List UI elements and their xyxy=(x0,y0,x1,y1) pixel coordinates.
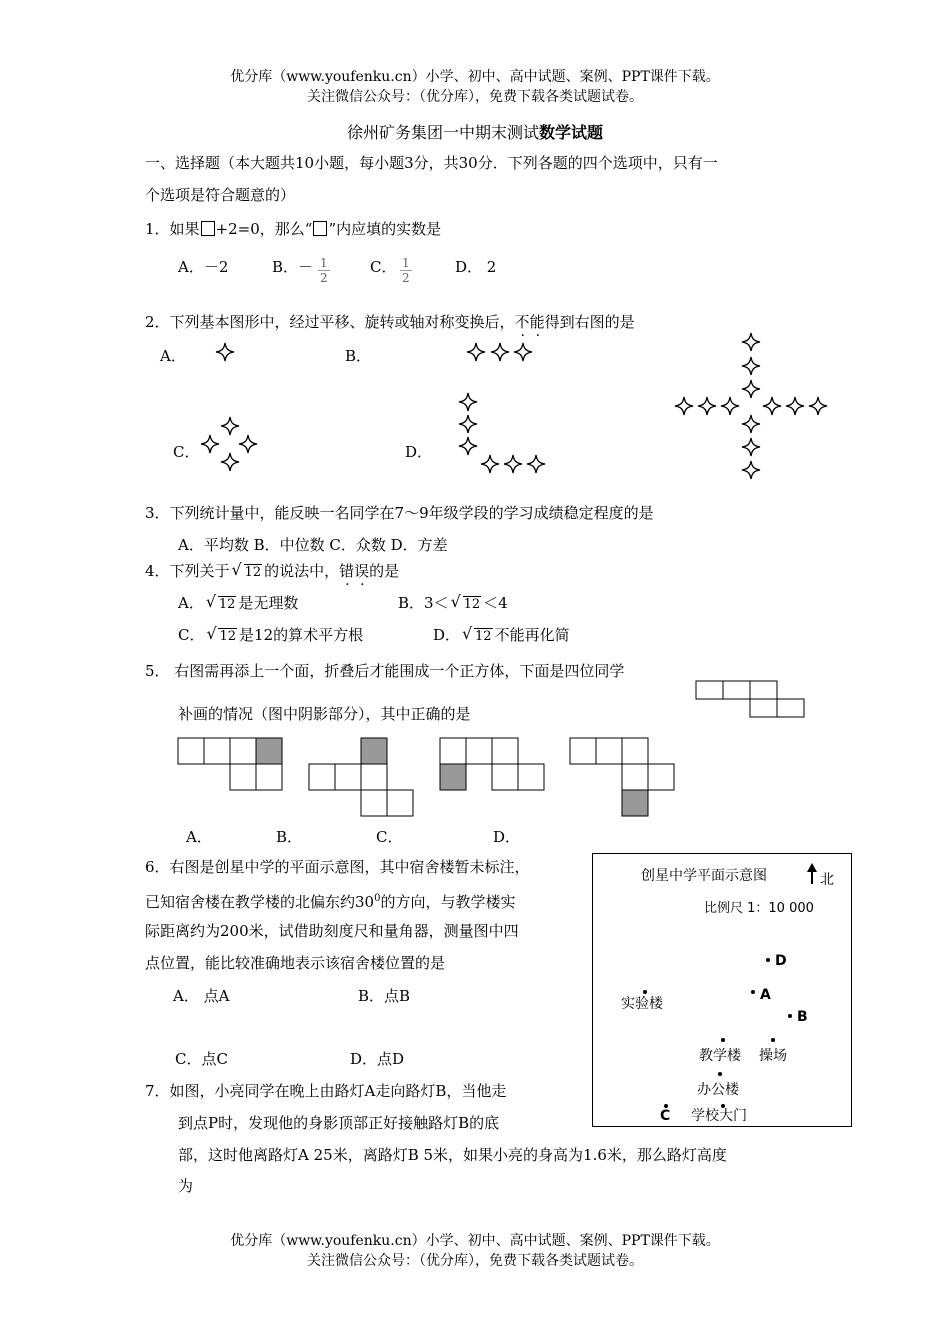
question-6-line-1: 6．右图是创星中学的平面示意图，其中宿舍楼暂未标注， xyxy=(145,858,530,876)
section-instruction-2: 个选项是符合题意的） xyxy=(145,186,296,204)
question-5-option-b: B． xyxy=(276,828,303,846)
question-4-stem: 4．下列关于√ 12 的说法中，错误的是 xyxy=(145,560,399,584)
map-title: 创星中学平面示意图 xyxy=(641,868,767,884)
header-line-1: 优分库（www.youfenku.cn）小学、初中、高中试题、案例、PPT课件下载。 xyxy=(230,69,720,85)
question-6-option-d: D．点D xyxy=(350,1050,405,1068)
question-2-option-d: D． xyxy=(405,443,433,461)
question-5-option-c: C． xyxy=(376,828,403,846)
question-1-option-d: D． 2 xyxy=(455,258,497,276)
option-a-net xyxy=(178,738,282,790)
footer-line-2: 关注微信公众号：（优分库），免费下载各类试题试卷。 xyxy=(307,1253,643,1269)
map-scale: 比例尺 1：10 000 xyxy=(704,901,814,916)
teaching-building: 教学楼 xyxy=(699,1048,741,1064)
point-d: D xyxy=(775,953,787,969)
option-d-net xyxy=(570,738,674,816)
north-arrow-icon xyxy=(807,863,817,884)
question-7-line-2: 到点P时，发现他的身影顶部正好接触路灯B的底 xyxy=(178,1114,500,1132)
question-7-line-4: 为 xyxy=(178,1177,194,1195)
north-label: 北 xyxy=(820,872,834,888)
question-3-stem: 3．下列统计量中，能反映一名同学在7～9年级学段的学习成绩稳定程度的是 xyxy=(145,504,654,522)
point-b: B xyxy=(797,1009,808,1025)
question-2-stem: 2．下列基本图形中，经过平移、旋转或轴对称变换后，不能得到右图的是 xyxy=(145,313,635,331)
lab-building: 实验楼 xyxy=(621,996,663,1012)
school-gate: 学校大门 xyxy=(691,1108,747,1124)
fraction-half: $\frac{1}{2}$ xyxy=(402,256,410,285)
question-6-line-3: 际距离约为200米，试借助刻度尺和量角器，测量图中四 xyxy=(145,922,519,940)
question-6-option-b: B．点B xyxy=(358,987,411,1005)
fraction-half: $\frac{1}{2}$ xyxy=(320,256,328,285)
option-c-net xyxy=(440,738,544,790)
question-2-option-b: B． xyxy=(345,347,372,365)
reference-net xyxy=(696,681,804,717)
office-building: 办公楼 xyxy=(697,1082,739,1098)
question-1-stem: 1．如果 +2=0，那么“ ”内应填的实数是 xyxy=(145,220,442,238)
playground: 操场 xyxy=(759,1048,787,1064)
question-6-line-4: 点位置，能比较准确地表示该宿舍楼位置的是 xyxy=(145,954,446,972)
question-4-option-a: A．√ 12 是无理数 xyxy=(178,592,298,616)
header-line-2: 关注微信公众号：（优分库），免费下载各类试题试卷。 xyxy=(307,89,643,105)
question-5-line-2: 补画的情况（图中阴影部分），其中正确的是 xyxy=(178,705,471,723)
question-5-line-1: 5． 右图需再添上一个面，折叠后才能围成一个正方体，下面是四位同学 xyxy=(145,662,625,680)
section-instruction-1: 一、选择题（本大题共10小题，每小题3分，共30分．下列各题的四个选项中，只有一 xyxy=(145,154,718,172)
point-c: C xyxy=(660,1108,671,1124)
question-7-line-3: 部，这时他离路灯A 25米，离路灯B 5米，如果小亮的身高为1.6米，那么路灯高度 xyxy=(178,1146,727,1164)
option-b-net xyxy=(309,738,413,816)
point-a: A xyxy=(760,987,771,1003)
question-2-option-a: A． xyxy=(160,347,186,365)
question-2-option-c: C． xyxy=(173,443,200,461)
question-1-option-c: C． xyxy=(370,258,397,276)
question-4-option-b: B．3＜√ 12 ＜4 xyxy=(398,592,508,616)
question-3-options: A．平均数 B．中位数 C．众数 D．方差 xyxy=(178,536,448,554)
question-6-option-c: C．点C xyxy=(175,1050,228,1068)
question-1-option-b: B．－ xyxy=(272,258,314,276)
question-6-line-2: 已知宿舍楼在教学楼的北偏东约$30^0$的方向，与教学楼实 xyxy=(145,893,516,911)
question-7-line-1: 7．如图，小亮同学在晚上由路灯A走向路灯B，当他走 xyxy=(145,1082,507,1100)
question-5-option-d: D． xyxy=(493,828,521,846)
question-4-option-d: D．√ 12 不能再化简 xyxy=(433,624,570,648)
footer-line-1: 优分库（www.youfenku.cn）小学、初中、高中试题、案例、PPT课件下载。 xyxy=(230,1233,720,1249)
question-1-option-a: A．－2 xyxy=(178,258,229,276)
question-4-option-c: C．√ 12 是12的算术平方根 xyxy=(178,624,363,648)
page-title: 徐州矿务集团一中期末测试数学试题 xyxy=(346,123,604,142)
question-6-option-a: A． 点A xyxy=(173,987,230,1005)
question-5-option-a: A． xyxy=(186,828,212,846)
school-map xyxy=(592,853,852,1127)
